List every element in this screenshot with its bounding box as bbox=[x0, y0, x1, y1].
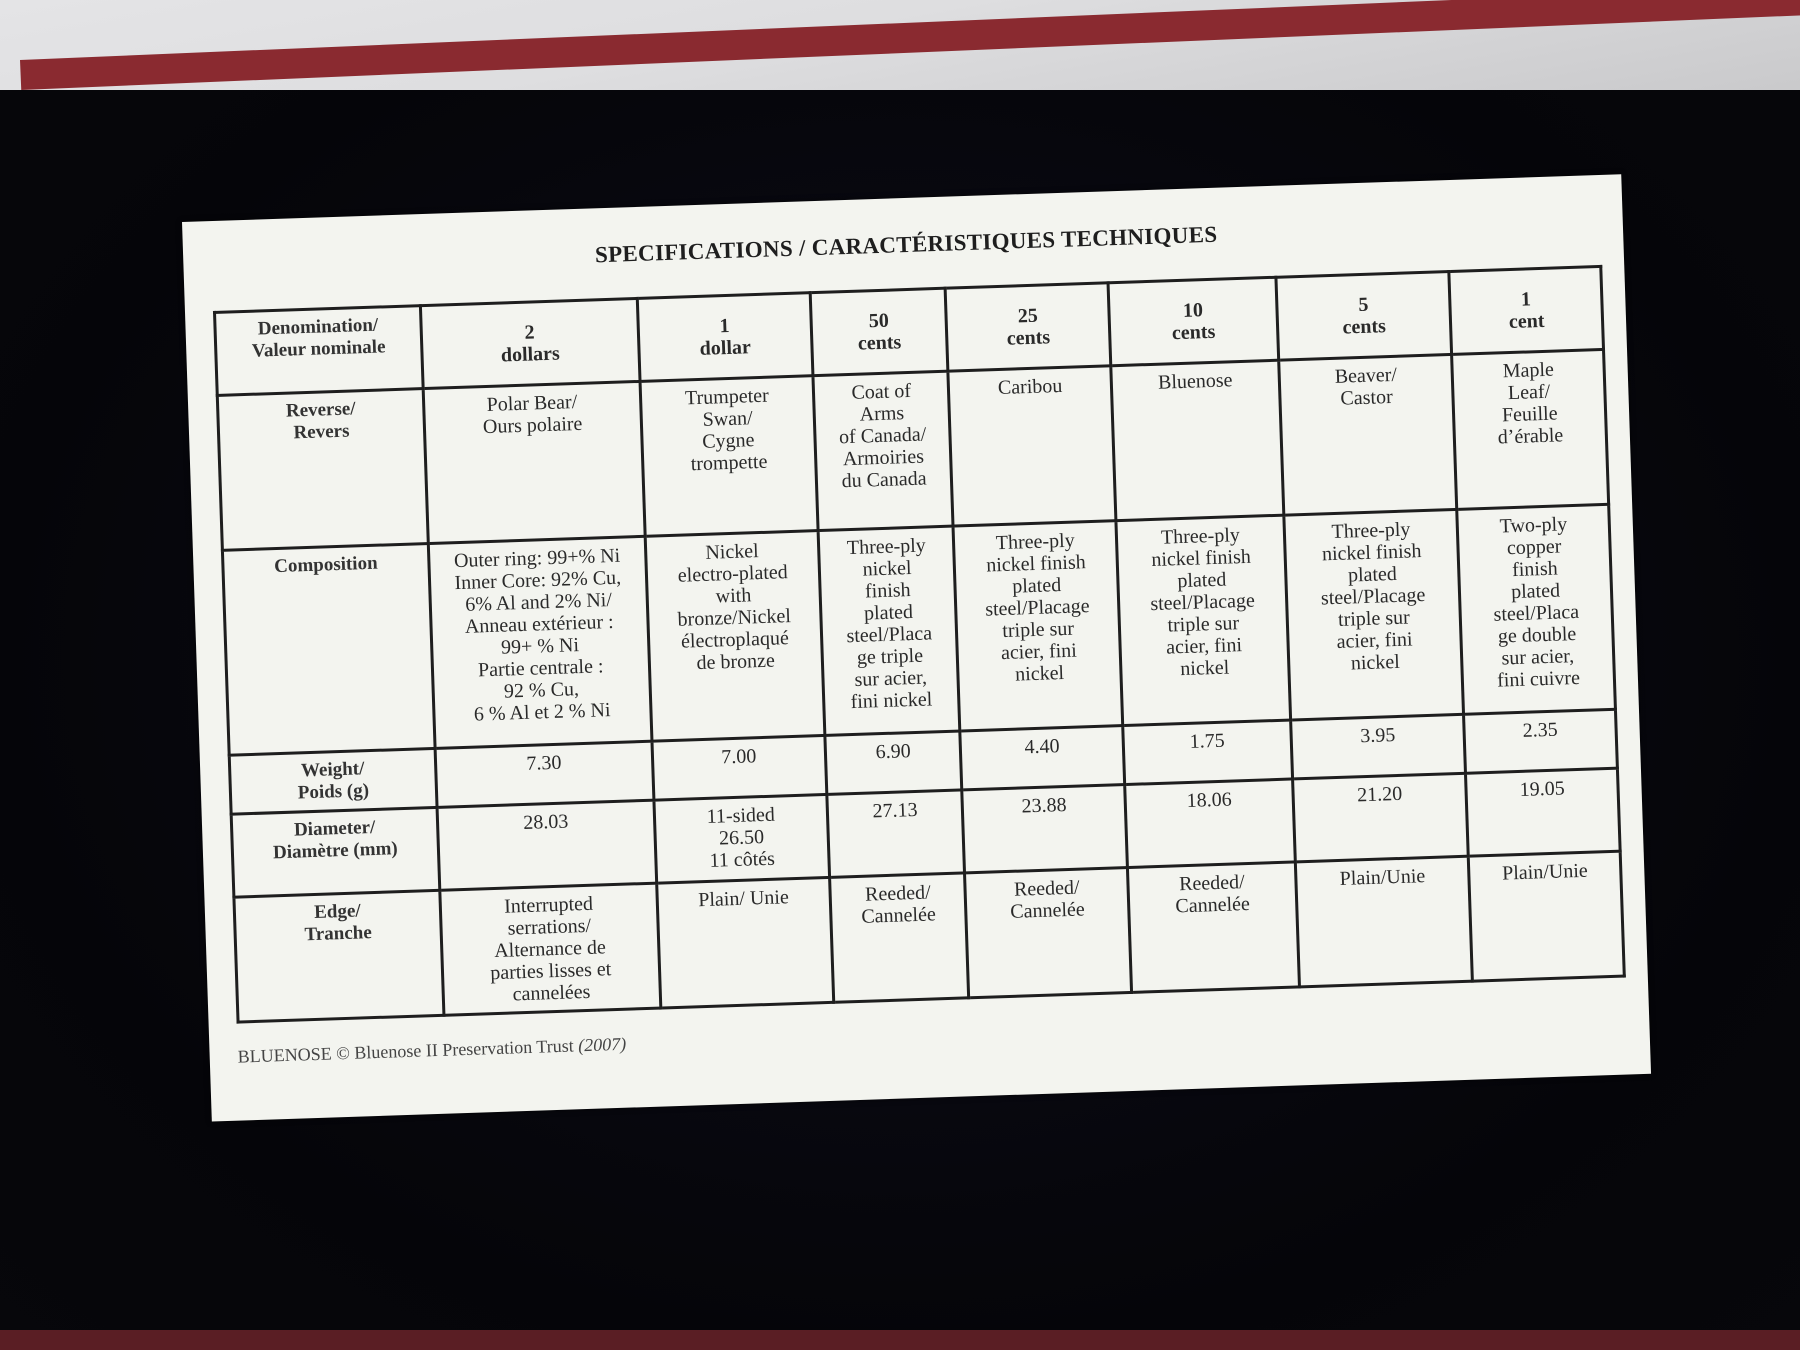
table-cell: Polar Bear/ Ours polaire bbox=[423, 381, 645, 543]
table-cell: Maple Leaf/ Feuille d’érable bbox=[1452, 349, 1609, 509]
row-label-denomination: Denomination/ Valeur nominale bbox=[215, 306, 424, 396]
table-cell: 4.40 bbox=[960, 726, 1124, 790]
table-cell: 19.05 bbox=[1466, 768, 1620, 856]
table-cell: 11-sided 26.50 11 côtés bbox=[654, 794, 830, 883]
denomination-1-dollar: 1 dollar bbox=[637, 293, 813, 382]
table-cell: Reeded/ Cannelée bbox=[830, 873, 970, 1002]
table-cell: Three-ply nickel finish plated steel/Placage triple sur acier, fini nickel bbox=[1284, 509, 1464, 720]
card-title: SPECIFICATIONS / CARACTÉRISTIQUES TECHNIQUES bbox=[594, 221, 1218, 268]
table-cell: Outer ring: 99+% Ni Inner Core: 92% Cu, 6% Al and 2% Ni/ Anneau extérieur : 99+ % Ni Partie centrale : 92 % Cu, 6 % Al et 2 % Ni bbox=[428, 536, 651, 748]
table-cell: 18.06 bbox=[1125, 779, 1296, 868]
table-cell: Plain/Unie bbox=[1468, 851, 1624, 981]
specifications-table bbox=[213, 265, 1626, 1024]
denomination-10-cents: 10 cents bbox=[1108, 277, 1279, 366]
table-cell: Beaver/ Castor bbox=[1279, 354, 1457, 515]
row-label-diameter: Diameter/ Diamètre (mm) bbox=[231, 807, 440, 897]
table-cell: Three-ply nickel finish plated steel/Placage triple sur acier, fini nickel bbox=[1116, 515, 1291, 725]
denomination-50-cents: 50 cents bbox=[810, 288, 948, 375]
table-cell: 23.88 bbox=[962, 785, 1127, 873]
table-cell: 7.30 bbox=[435, 741, 654, 807]
denomination-5-cents: 5 cents bbox=[1276, 272, 1452, 361]
table-cell: Bluenose bbox=[1111, 360, 1284, 520]
table-cell: 7.00 bbox=[652, 735, 827, 800]
table-cell: Coat of Arms of Canada/ Armoiries du Canada bbox=[813, 371, 954, 530]
table-cell: Caribou bbox=[948, 366, 1116, 526]
table-cell: Trumpeter Swan/ Cygne trompette bbox=[640, 376, 818, 537]
specification-card bbox=[182, 174, 1651, 1121]
table-cell: Plain/ Unie bbox=[656, 877, 833, 1008]
table-cell: 6.90 bbox=[825, 731, 962, 794]
row-label-weight: Weight/ Poids (g) bbox=[229, 748, 437, 814]
row-label-composition: Composition bbox=[222, 544, 435, 756]
footer-text: BLUENOSE © Bluenose II Preservation Trust bbox=[237, 1035, 575, 1067]
footer-year: (2007) bbox=[577, 1033, 627, 1056]
row-label-reverse: Reverse/ Revers bbox=[217, 389, 428, 551]
table-cell: Interrupted serrations/ Alternance de parties lisses et cannelées bbox=[440, 883, 661, 1015]
table-cell: Plain/Unie bbox=[1295, 856, 1472, 987]
table-cell: Reeded/ Cannelée bbox=[965, 868, 1132, 998]
table-cell: Reeded/ Cannelée bbox=[1127, 862, 1299, 992]
red-box-trim-bottom bbox=[0, 1330, 1800, 1350]
table-cell: Three-ply nickel finish plated steel/Placage triple sur acier, fini nickel bbox=[953, 521, 1122, 731]
table-cell: Three-ply nickel finish plated steel/Placa ge triple sur acier, fini nickel bbox=[818, 526, 960, 735]
table-cell: 3.95 bbox=[1291, 714, 1466, 779]
denomination-2-dollars: 2 dollars bbox=[420, 298, 639, 388]
denomination-25-cents: 25 cents bbox=[946, 283, 1111, 371]
card-content bbox=[211, 195, 1629, 1101]
table-cell: 27.13 bbox=[827, 790, 965, 877]
denomination-1-cent: 1 cent bbox=[1449, 266, 1603, 354]
table-cell: Two-ply copper finish plated steel/Placa ge double sur acier, fini cuivre bbox=[1457, 504, 1615, 714]
table-cell: 2.35 bbox=[1464, 709, 1618, 773]
table-cell: 1.75 bbox=[1123, 720, 1293, 785]
table-cell: 28.03 bbox=[437, 800, 656, 890]
row-label-edge: Edge/ Tranche bbox=[234, 890, 444, 1022]
table-cell: 21.20 bbox=[1292, 773, 1468, 862]
table-cell: Nickel electro-plated with bronze/Nickel électroplaqué de bronze bbox=[645, 531, 825, 742]
